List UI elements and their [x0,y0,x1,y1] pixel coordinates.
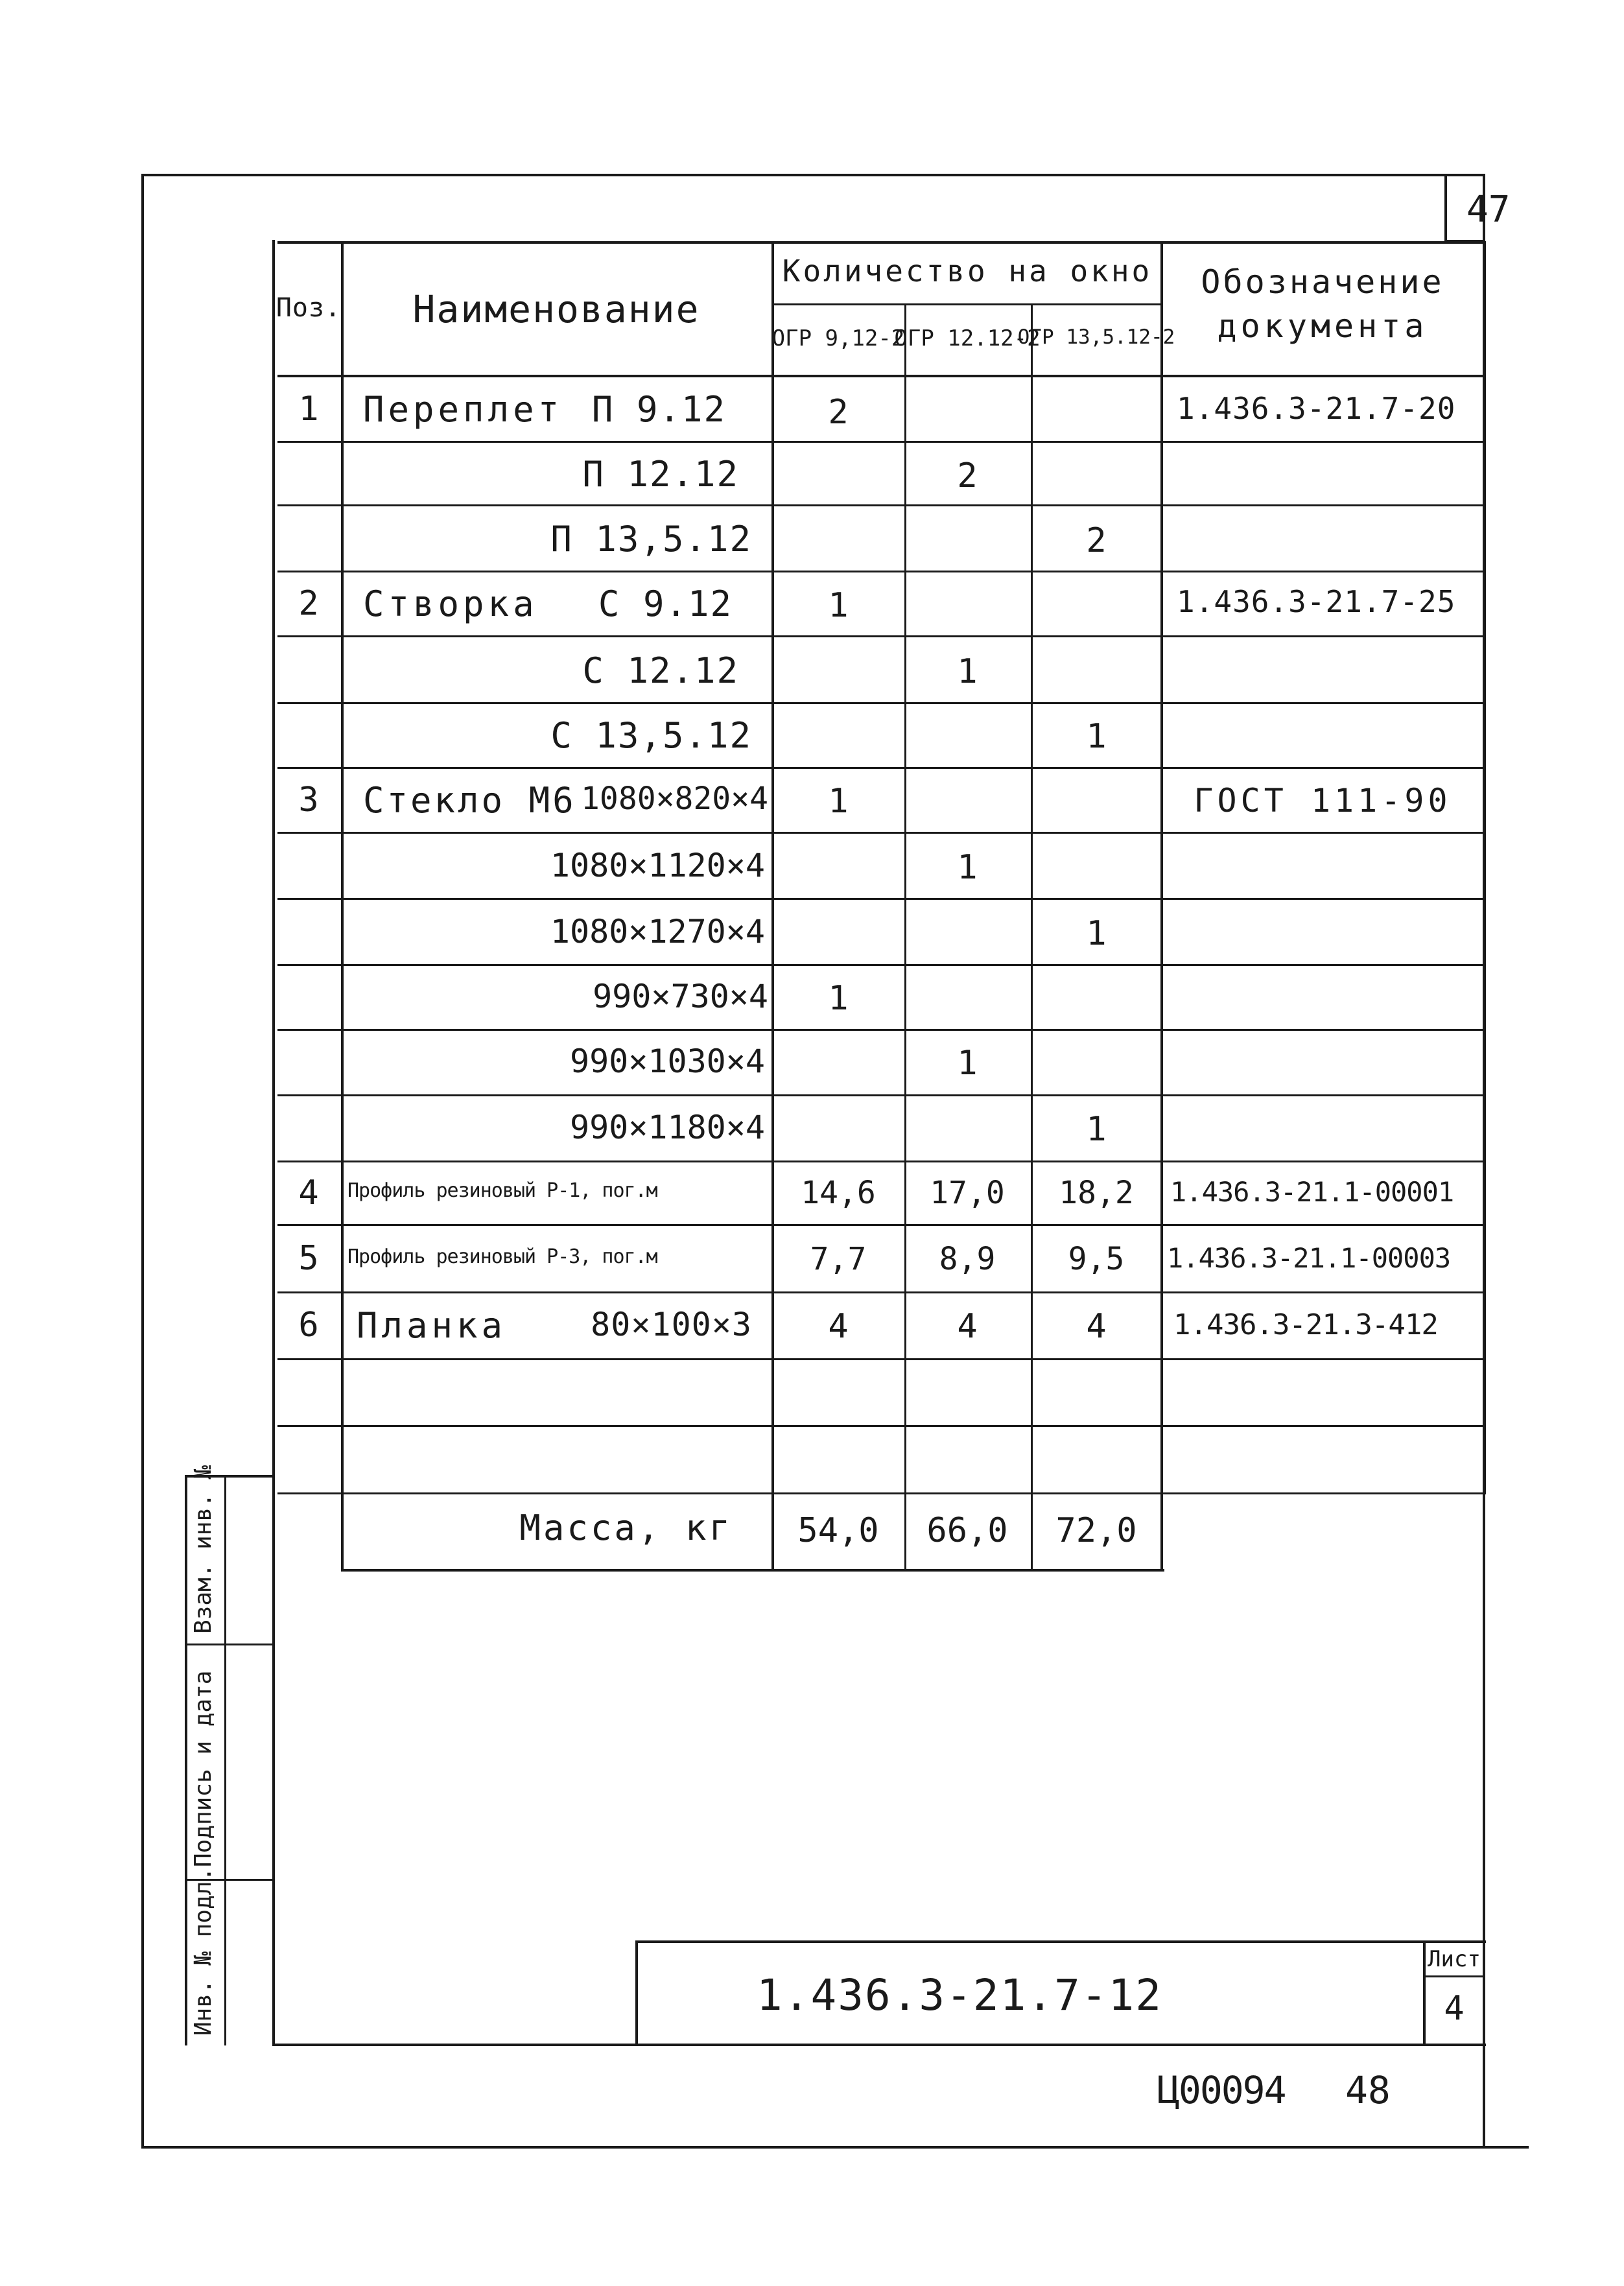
row-line-14 [277,1291,1486,1293]
title-block-sheet-line [1423,1975,1485,1977]
row14-q2: 8,9 [939,1241,996,1277]
row15-q2: 4 [957,1307,978,1346]
header-pos: Поз. [276,293,342,323]
row11-code: 990×1030×4 [569,1043,765,1080]
frame-top-line [141,174,1485,176]
row7-code: 1080×820×4 [581,781,768,817]
row3-code: П 13,5.12 [550,519,752,560]
col-line-pos [341,241,344,1570]
mass-q3: 72,0 [1055,1511,1137,1550]
row15-name: Планка [357,1305,507,1346]
row13-doc: 1.436.3-21.1-00001 [1170,1176,1454,1208]
title-designation: 1.436.3-21.7-12 [756,1970,1163,2020]
row11-q2: 1 [957,1044,978,1083]
title-block-sheet-divider [1423,1940,1426,2045]
row1-name: Переплет [363,389,563,430]
row4-pos: 2 [298,584,319,623]
row1-q1: 2 [828,393,849,432]
row5-code: С 12.12 [582,650,739,691]
header-quantity: Количество на окно [782,253,1153,289]
footer-archive-code: Ц00094 [1157,2068,1286,2112]
header-name: Наименование [412,287,700,331]
row6-q3: 1 [1086,717,1107,756]
row-line-10 [277,1029,1486,1031]
inner-left-border [272,240,275,2045]
row7-doc: ГОСТ 111-90 [1194,782,1452,819]
header-designation-1: Обозначение [1201,263,1444,301]
row3-q3: 2 [1086,521,1107,560]
row-line-4 [277,635,1486,637]
row1-pos: 1 [298,390,319,429]
row-line-7 [277,832,1486,834]
row15-pos: 6 [298,1306,319,1345]
row15-q1: 4 [828,1307,849,1346]
row-line-12 [277,1161,1486,1162]
stamp-mid-line [224,1475,226,2045]
col-line-q1 [904,303,906,1570]
mass-label: Масса, кг [519,1507,733,1548]
row10-code: 990×730×4 [593,978,768,1015]
row10-q1: 1 [828,979,849,1018]
row13-name: Профиль резиновый Р-1, пог.м [347,1179,657,1202]
title-sheet-label: Лист [1428,1946,1481,1972]
row9-code: 1080×1270×4 [550,913,765,950]
col-line-doc [1483,241,1486,1492]
row1-doc: 1.436.3-21.7-20 [1177,391,1456,426]
row9-q3: 1 [1086,914,1107,953]
row5-q2: 1 [957,652,978,691]
row6-code: С 13,5.12 [550,715,752,756]
row7-pos: 3 [298,781,319,819]
footer-page-number: 48 [1345,2068,1391,2112]
inner-bottom-border [272,2044,1486,2046]
frame-left-line [141,174,144,2148]
row8-code: 1080×1120×4 [550,847,765,884]
stamp-left-line [185,1475,187,2045]
row7-name: Стекло М6 [363,780,576,821]
row2-code: П 12.12 [582,454,739,495]
mass-q2: 66,0 [926,1511,1008,1550]
row13-q3: 18,2 [1059,1175,1134,1211]
page-number-box-left [1444,174,1447,241]
title-block-left [635,1940,638,2045]
row-line-6 [277,767,1486,769]
mass-q1: 54,0 [797,1511,879,1550]
title-sheet-number: 4 [1444,1989,1465,2028]
row14-q3: 9,5 [1068,1241,1125,1277]
stamp-vzam-inv: Взам. инв. № [190,1465,217,1634]
row-line-17 [277,1492,1486,1494]
header-col2: ОГР 12.12-2 [894,325,1041,351]
row4-q1: 1 [828,586,849,625]
row7-q1: 1 [828,782,849,821]
row4-code: С 9.12 [598,583,733,624]
header-bottom-line [277,375,1486,377]
row13-q1: 14,6 [801,1175,876,1211]
row-line-16 [277,1425,1486,1427]
row12-q3: 1 [1086,1110,1107,1149]
row-line-15 [277,1358,1486,1360]
header-col3: ОГР 13,5.12-2 [1017,325,1175,349]
row-line-3 [277,571,1486,572]
row12-code: 990×1180×4 [569,1109,765,1146]
row14-doc: 1.436.3-21.1-00003 [1167,1242,1451,1274]
subheader-line [771,303,1160,305]
header-designation-2: документа [1217,307,1428,345]
row13-pos: 4 [298,1173,319,1212]
row1-code: П 9.12 [591,389,726,430]
row14-pos: 5 [298,1239,319,1278]
row-line-2 [277,504,1486,506]
col-line-q3 [1160,241,1163,1570]
row-line-9 [277,964,1486,966]
title-block-top [635,1940,1486,1943]
row4-name: Створка [363,583,538,624]
row15-q3: 4 [1086,1307,1107,1346]
row2-q2: 2 [957,456,978,495]
frame-bottom-line [141,2146,1529,2149]
row-line-5 [277,702,1486,704]
row8-q2: 1 [957,848,978,887]
header-col1: ОГР 9,12-2 [771,325,905,351]
row-line-11 [277,1094,1486,1096]
mass-bottom-line [341,1569,1164,1572]
col-line-name [771,241,774,1570]
col-line-q2 [1031,303,1033,1570]
row-line-13 [277,1224,1486,1226]
row15-doc: 1.436.3-21.3-412 [1173,1308,1438,1341]
row14-q1: 7,7 [810,1241,867,1277]
row-line-1 [277,441,1486,443]
row15-code: 80×100×3 [591,1306,752,1343]
row-line-8 [277,898,1486,900]
page-number-top: 47 [1466,189,1511,231]
stamp-inv-podl: Инв. № подл. [190,1867,217,2036]
row14-name: Профиль резиновый Р-3, пог.м [347,1245,657,1268]
stamp-podpis-data: Подпись и дата [190,1670,217,1867]
table-top-line [277,241,1486,244]
row4-doc: 1.436.3-21.7-25 [1177,584,1456,619]
stamp-div-1 [185,1644,274,1645]
row13-q2: 17,0 [930,1175,1005,1211]
